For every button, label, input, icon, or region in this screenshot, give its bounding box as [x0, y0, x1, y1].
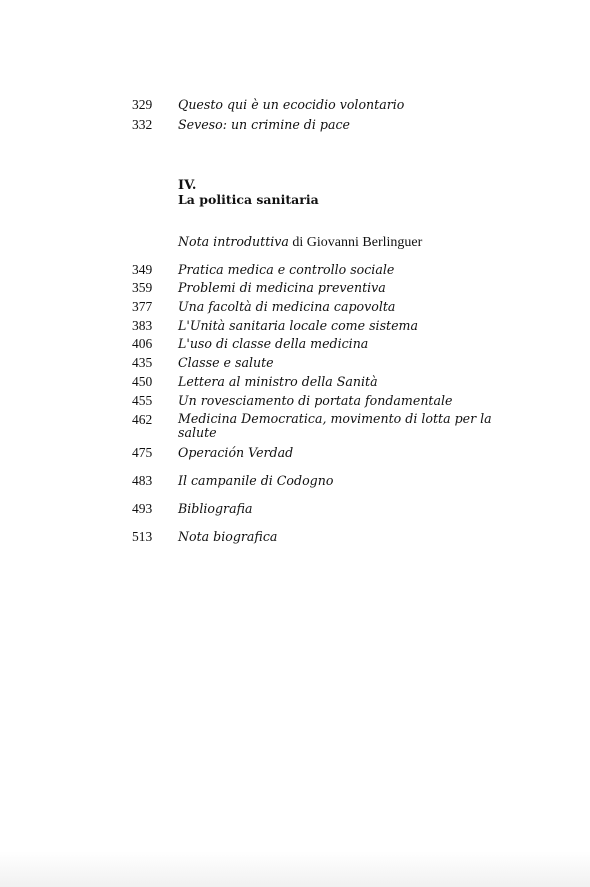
toc-title: L'Unità sanitaria locale come sistema	[178, 318, 418, 333]
toc-title: Problemi di medicina preventiva	[178, 280, 386, 295]
toc-title: Pratica medica e controllo sociale	[178, 262, 395, 277]
intro-italic: Nota introduttiva	[178, 234, 289, 249]
toc-title: Una facoltà di medicina capovolta	[178, 299, 396, 314]
toc-page-number: 513	[132, 529, 153, 544]
toc-page-number: 332	[132, 117, 153, 132]
toc-page-number: 349	[132, 262, 153, 277]
toc-page-number: 455	[132, 393, 153, 408]
section-number: IV.	[178, 178, 197, 193]
toc-title: L'uso di classe della medicina	[178, 336, 369, 351]
toc-title: Questo qui è un ecocidio volontario	[178, 97, 405, 112]
toc-title: Medicina Democratica, movimento di lotta per la salute	[178, 411, 492, 440]
toc-page-number: 435	[132, 355, 153, 370]
toc-title: Un rovesciamento di portata fondamentale	[178, 393, 453, 408]
toc-page-number: 359	[132, 280, 153, 295]
toc-title: Lettera al ministro della Sanità	[178, 374, 378, 389]
toc-page-number: 383	[132, 318, 153, 333]
toc-title: Nota biografica	[178, 529, 278, 544]
toc-page-number: 483	[132, 473, 153, 488]
toc-page-number: 462	[132, 412, 153, 427]
toc-title: Classe e salute	[178, 355, 274, 370]
toc-title: Operación Verdad	[178, 445, 294, 460]
section-intro	[178, 234, 422, 251]
toc-title: Bibliografia	[178, 501, 253, 516]
toc-page-number: 475	[132, 445, 153, 460]
toc-page-number: 329	[132, 97, 153, 112]
toc-page-number: 406	[132, 336, 153, 351]
toc-title: Il campanile di Codogno	[178, 473, 334, 488]
toc-title: Seveso: un crimine di pace	[178, 117, 350, 132]
toc-page-number: 493	[132, 501, 153, 516]
section-title: La politica sanitaria	[178, 192, 319, 207]
toc-page-number: 450	[132, 374, 153, 389]
intro-author: di Giovanni Berlinguer	[288, 235, 423, 250]
toc-page-number: 377	[132, 299, 153, 314]
